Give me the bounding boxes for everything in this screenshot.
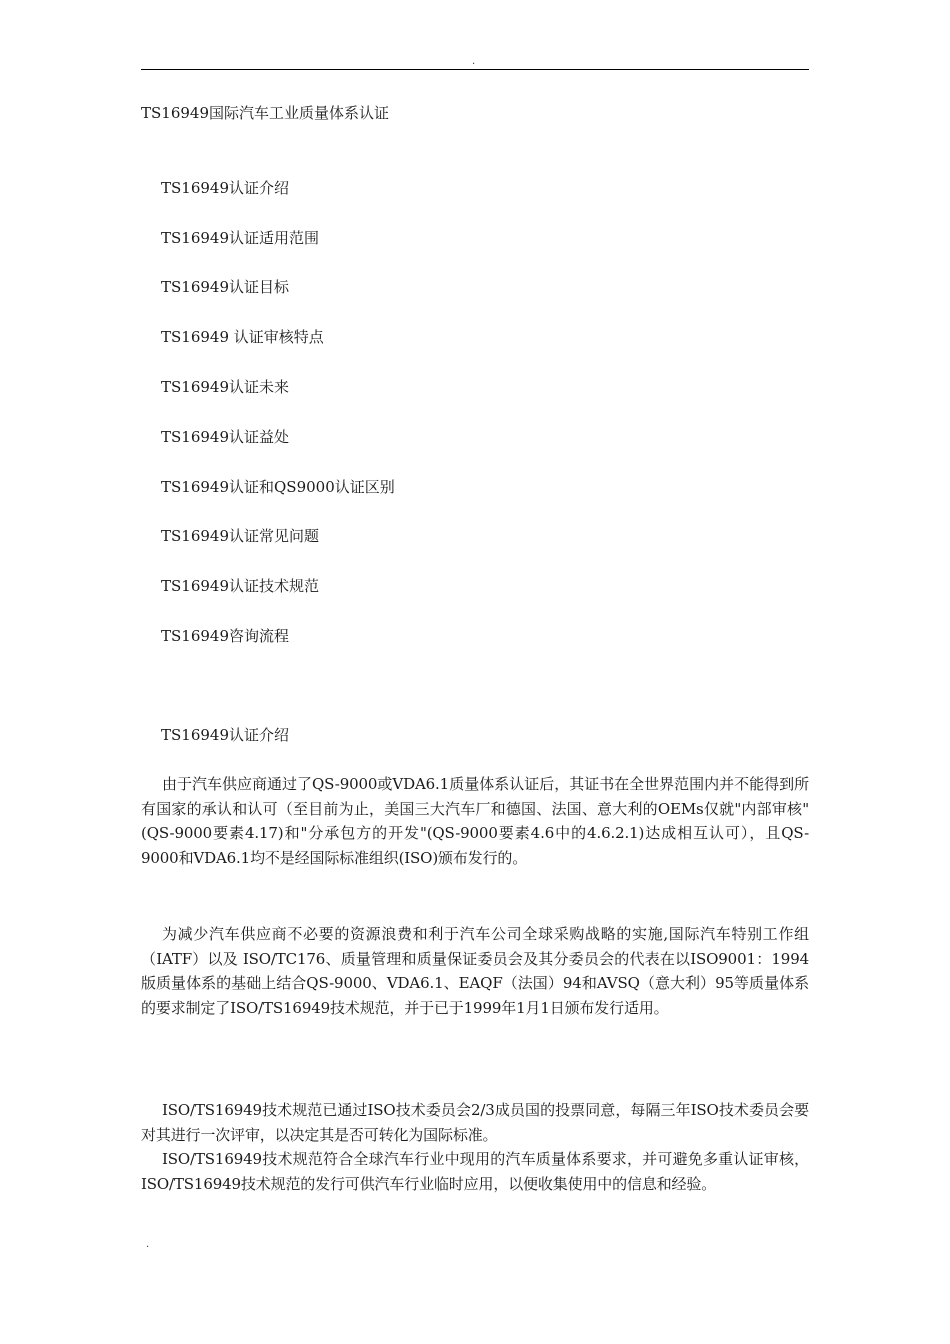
paragraph-4: ISO/TS16949技术规范符合全球汽车行业中现用的汽车质量体系要求，并可避免多重认证审核，ISO/TS16949技术规范的发行可供汽车行业临时应用，以便收集使用中的信息和经验。	[141, 1150, 809, 1193]
paragraph-1: 由于汽车供应商通过了QS-9000或VDA6.1质量体系认证后，其证书在全世界范围内并不能得到所有国家的承认和认可（至目前为止，美国三大汽车厂和德国、法国、意大利的OEMs仅就"内部审核"(QS-9000要素4.17)和"分承包方的开发"(QS-9000要素4.6中的4.6.2.1)达成相互认可），且QS-9000和VDA6.1均不是经国际标准组织(ISO)颁布发行的。	[141, 775, 809, 867]
paragraph-3: ISO/TS16949技术规范已通过ISO技术委员会2/3成员国的投票同意，每隔三年ISO技术委员会要对其进行一次评审，以决定其是否可转化为国际标准。	[141, 1101, 809, 1144]
header-rule	[141, 69, 809, 70]
paragraph-2: 为减少汽车供应商不必要的资源浪费和利于汽车公司全球采购战略的实施,国际汽车特别工作组（IATF）以及 ISO/TC176、质量管理和质量保证委员会及其分委员会的代表在以ISO9001：1994版质量体系的基础上结合QS-9000、VDA6.1、EAQF（法国）94和AVSQ（意大利）95等质量体系的要求制定了ISO/TS16949技术规范，并于已于1999年1月1日颁布发行适用。	[141, 925, 809, 1017]
toc-item-scope: TS16949认证适用范围	[161, 229, 319, 247]
toc-item-technical-spec: TS16949认证技术规范	[161, 577, 319, 595]
toc-item-audit-features: TS16949 认证审核特点	[161, 328, 324, 346]
toc-item-consulting-process: TS16949咨询流程	[161, 627, 289, 645]
toc-item-faq: TS16949认证常见问题	[161, 527, 319, 545]
header-dot: .	[472, 56, 476, 67]
toc-item-introduction: TS16949认证介绍	[161, 179, 289, 197]
toc-item-objectives: TS16949认证目标	[161, 278, 289, 296]
toc-item-future: TS16949认证未来	[161, 378, 289, 396]
section-heading: TS16949认证介绍	[161, 726, 289, 744]
document-title: TS16949国际汽车工业质量体系认证	[141, 104, 389, 122]
toc-item-benefits: TS16949认证益处	[161, 428, 289, 446]
toc-item-qs9000-difference: TS16949认证和QS9000认证区别	[161, 478, 395, 496]
footer-dot: .	[146, 1239, 150, 1250]
